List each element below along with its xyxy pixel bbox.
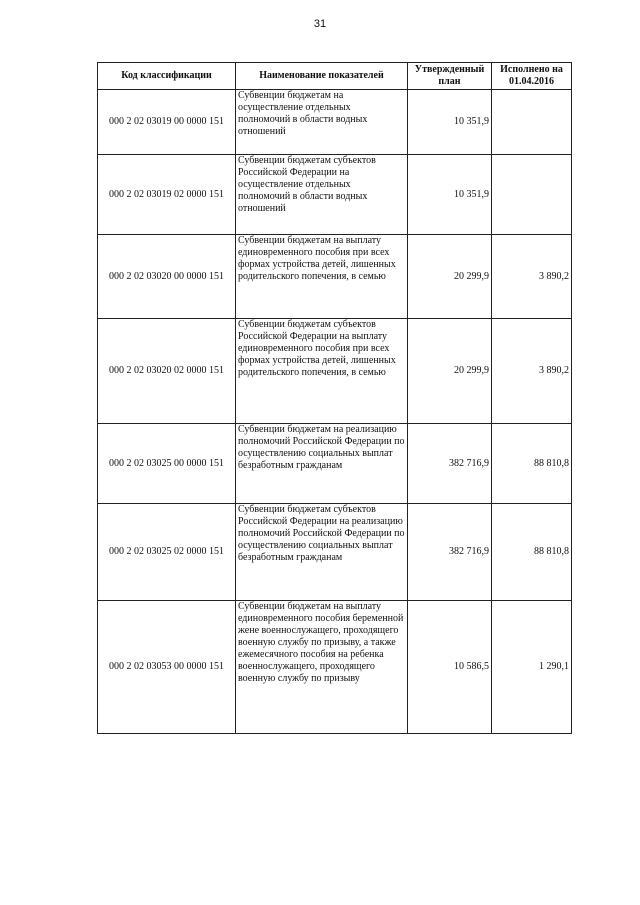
table-row: [98, 601, 572, 734]
cell-executed: 3 890,2: [492, 235, 572, 319]
cell-executed: 88 810,8: [492, 424, 572, 504]
header-name: Наименование показателей: [236, 63, 408, 90]
cell-plan: 10 351,9: [408, 155, 492, 235]
cell-code: 000 2 02 03025 00 0000 151: [98, 424, 236, 504]
cell-executed: 1 290,1: [492, 601, 572, 734]
cell-plan: 20 299,9: [408, 319, 492, 424]
cell-executed: [492, 90, 572, 155]
table-row: [98, 235, 572, 319]
page-number: 31: [313, 18, 327, 30]
table-row: [98, 424, 572, 504]
table-row: [98, 504, 572, 601]
header-code: Код классификации: [98, 63, 236, 90]
cell-plan: 10 586,5: [408, 601, 492, 734]
cell-plan: 20 299,9: [408, 235, 492, 319]
cell-code: 000 2 02 03020 02 0000 151: [98, 319, 236, 424]
table-row: [98, 90, 572, 155]
cell-plan: 382 716,9: [408, 504, 492, 601]
cell-code: 000 2 02 03019 00 0000 151: [98, 90, 236, 155]
cell-executed: [492, 155, 572, 235]
header-executed: Исполнено на 01.04.2016: [492, 63, 572, 90]
cell-name: Субвенции бюджетам субъектов Российской Федерации на осуществление отдельных полномочий в области водных отношений: [236, 155, 408, 235]
cell-code: 000 2 02 03053 00 0000 151: [98, 601, 236, 734]
cell-plan: 382 716,9: [408, 424, 492, 504]
cell-code: 000 2 02 03019 02 0000 151: [98, 155, 236, 235]
cell-name: Субвенции бюджетам на осуществление отдельных полномочий в области водных отношений: [236, 90, 408, 155]
cell-name: Субвенции бюджетам субъектов Российской Федерации на выплату единовременного пособия при всех формах устройства детей, лишенных родительского попечения, в семью: [236, 319, 408, 424]
cell-executed: 88 810,8: [492, 504, 572, 601]
cell-plan: 10 351,9: [408, 90, 492, 155]
cell-code: 000 2 02 03025 02 0000 151: [98, 504, 236, 601]
cell-code: 000 2 02 03020 00 0000 151: [98, 235, 236, 319]
cell-executed: 3 890,2: [492, 319, 572, 424]
cell-name: Субвенции бюджетам на реализацию полномочий Российской Федерации по осуществлению социальных выплат безработным гражданам: [236, 424, 408, 504]
cell-name: Субвенции бюджетам на выплату единовременного пособия беременной жене военнослужащего, проходящего военную службу по призыву, а также ежемесячного пособия на ребенка военнослужащего, проходящего военную службу по призыву: [236, 601, 408, 734]
table-header-row: [98, 63, 572, 90]
table-row: [98, 155, 572, 235]
header-plan: Утвержденный план: [408, 63, 492, 90]
cell-name: Субвенции бюджетам на выплату единовременного пособия при всех формах устройства детей, лишенных родительского попечения, в семью: [236, 235, 408, 319]
table-row: [98, 319, 572, 424]
cell-name: Субвенции бюджетам субъектов Российской Федерации на реализацию полномочий Российской Федерации по осуществлению социальных выплат безработным гражданам: [236, 504, 408, 601]
budget-table: [97, 62, 572, 734]
